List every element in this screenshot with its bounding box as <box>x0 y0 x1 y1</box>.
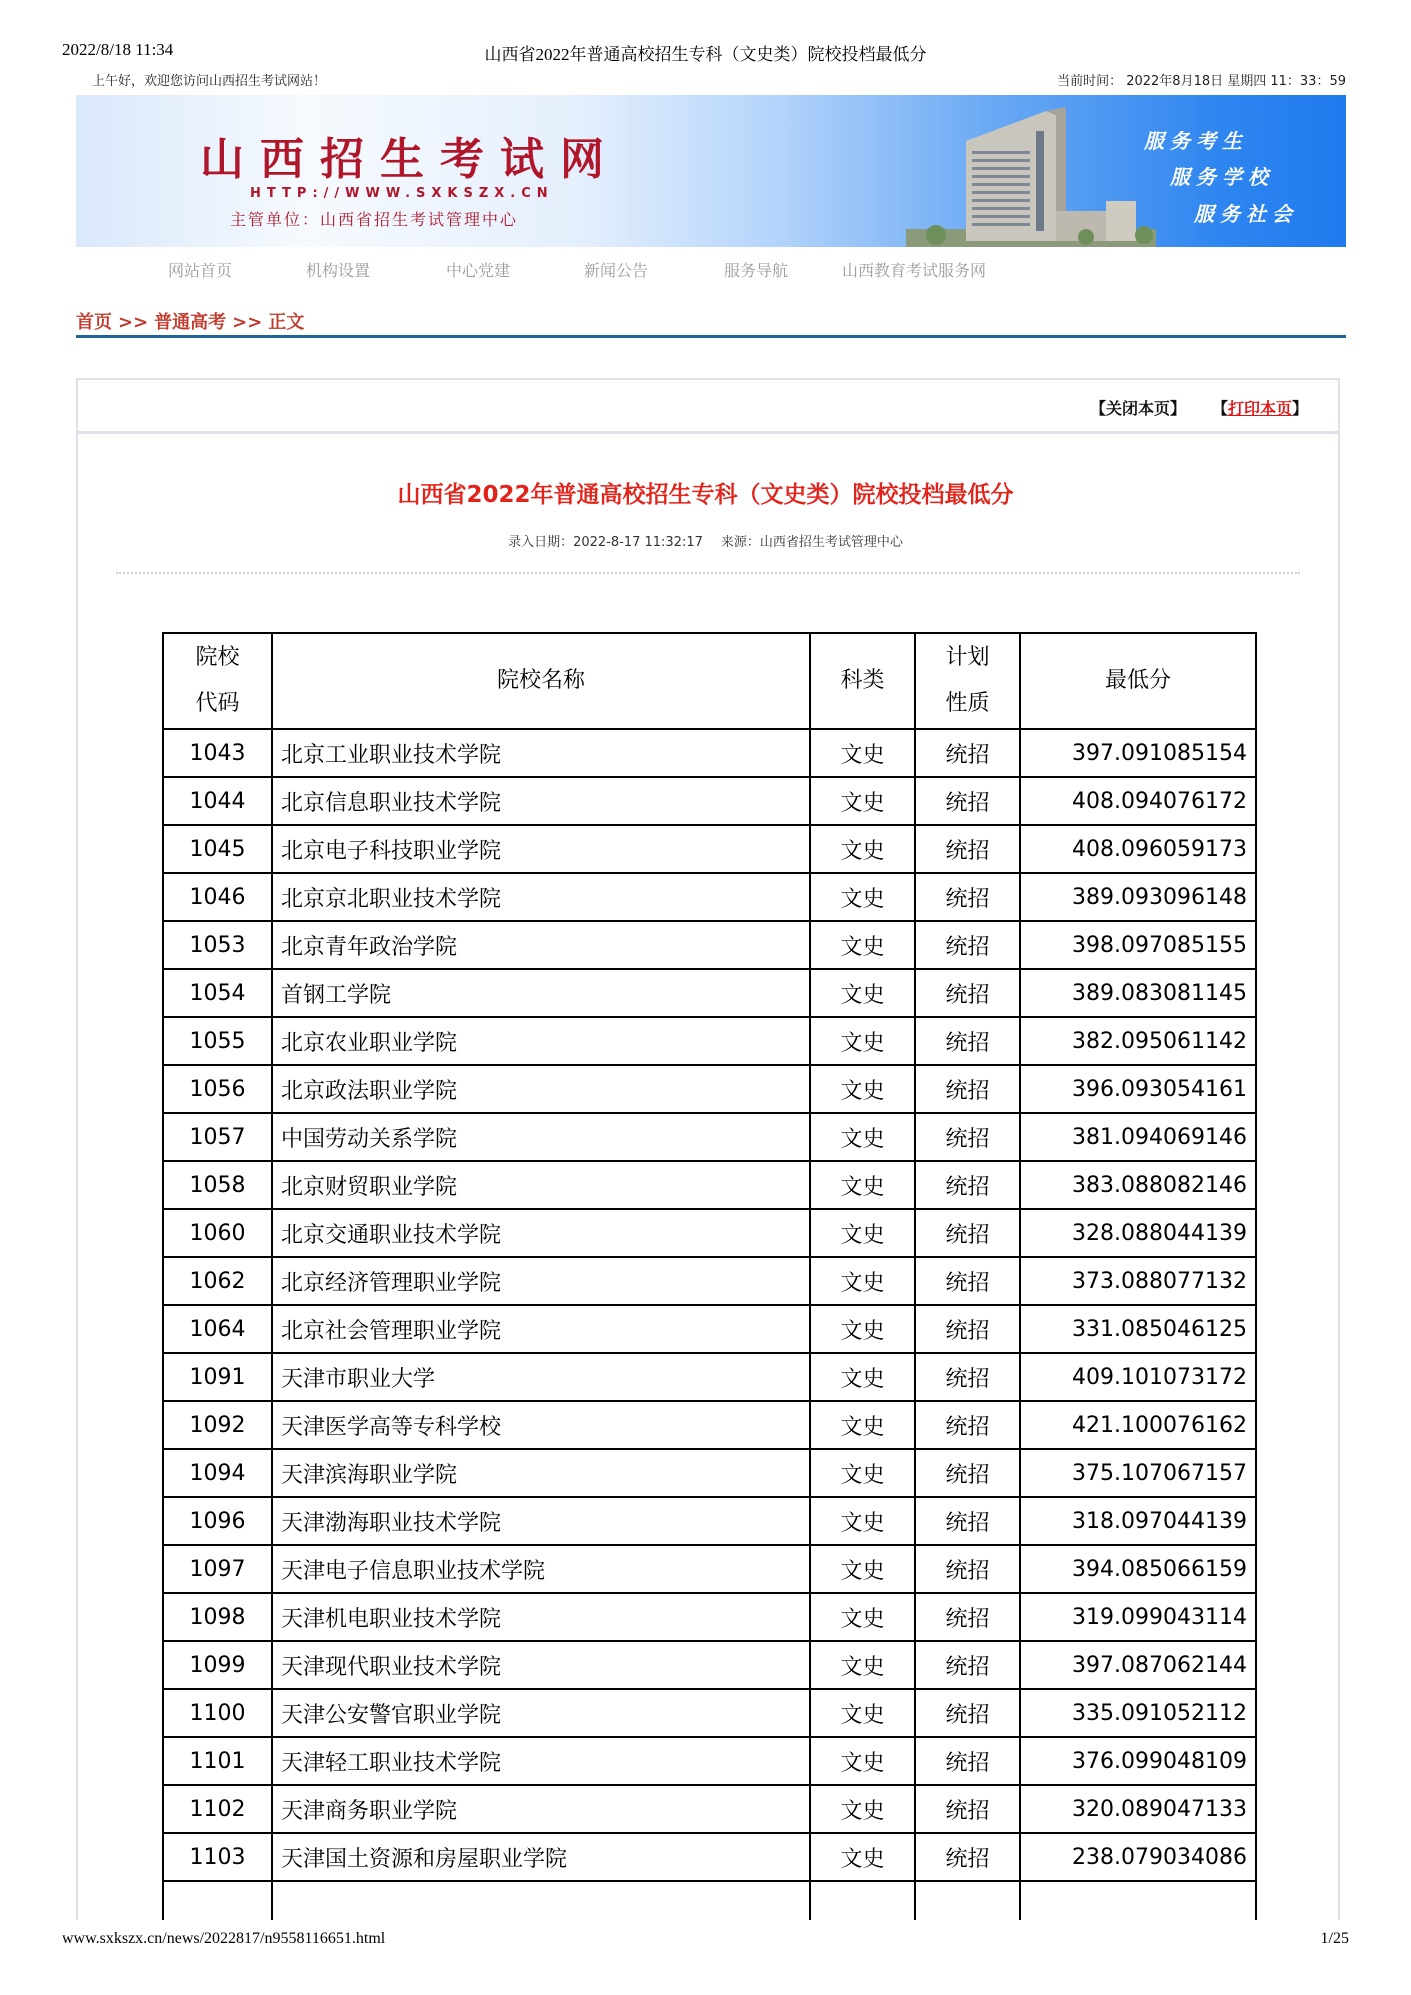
slogan-1: 服务考生 <box>1144 129 1248 153</box>
cell-code: 1064 <box>163 1305 272 1353</box>
page-number: 1/25 <box>1320 1930 1349 1947</box>
table-row <box>163 1305 1256 1353</box>
cell-min-score: 373.088077132 <box>1020 1257 1256 1305</box>
cell-min-score: 318.097044139 <box>1020 1497 1256 1545</box>
article-toolbar <box>78 380 1338 434</box>
cell-code: 1103 <box>163 1833 272 1881</box>
cell-category: 文史 <box>810 1545 915 1593</box>
cell-plan: 统招 <box>915 1449 1020 1497</box>
cell-min-score: 375.107067157 <box>1020 1449 1256 1497</box>
nav-item-service-guide[interactable]: 服务导航 <box>724 261 789 280</box>
nav-item-home[interactable]: 网站首页 <box>168 261 233 280</box>
article-meta <box>0 531 1411 550</box>
cell-code: 1045 <box>163 825 272 873</box>
cell-plan: 统招 <box>915 825 1020 873</box>
header-code: 院校 代码 <box>163 633 272 729</box>
cell-code: 1097 <box>163 1545 272 1593</box>
cell-min-score: 328.088044139 <box>1020 1209 1256 1257</box>
cell-name: 天津轻工职业技术学院 <box>272 1737 810 1785</box>
cell-name: 北京电子科技职业学院 <box>272 825 810 873</box>
cell-name: 北京交通职业技术学院 <box>272 1209 810 1257</box>
cell-category: 文史 <box>810 1065 915 1113</box>
breadcrumb-gaokao[interactable]: 普通高考 <box>154 312 227 333</box>
cell-category: 文史 <box>810 1785 915 1833</box>
table-row <box>163 729 1256 777</box>
cell-plan: 统招 <box>915 1017 1020 1065</box>
cell-category: 文史 <box>810 969 915 1017</box>
cell-plan: 统招 <box>915 1641 1020 1689</box>
table-row <box>163 1113 1256 1161</box>
cell-code: 1055 <box>163 1017 272 1065</box>
table-row <box>163 1545 1256 1593</box>
cell-name: 天津商务职业学院 <box>272 1785 810 1833</box>
cell-name: 中国劳动关系学院 <box>272 1113 810 1161</box>
print-header <box>0 40 1411 64</box>
cell-min-score: 421.100076162 <box>1020 1401 1256 1449</box>
table-row <box>163 1497 1256 1545</box>
cell-plan: 统招 <box>915 921 1020 969</box>
current-time: 当前时间： 2022年8月18日 星期四 11：33：59 <box>1057 74 1346 89</box>
cell-min-score: 381.094069146 <box>1020 1113 1256 1161</box>
cell-plan: 统招 <box>915 1209 1020 1257</box>
cell-name: 北京政法职业学院 <box>272 1065 810 1113</box>
main-nav <box>76 258 1346 282</box>
table-row <box>163 1353 1256 1401</box>
print-page-button[interactable] <box>1212 396 1308 419</box>
cell-code: 1096 <box>163 1497 272 1545</box>
cell-name: 天津公安警官职业学院 <box>272 1689 810 1737</box>
annex-block <box>1106 201 1136 241</box>
page-url: www.sxkszx.cn/news/2022817/n9558116651.html <box>62 1930 386 1947</box>
cell-min-score: 389.083081145 <box>1020 969 1256 1017</box>
cell-plan: 统招 <box>915 729 1020 777</box>
cell-plan: 统招 <box>915 1545 1020 1593</box>
entry-date: 录入日期：2022-8-17 11:32:17 <box>508 535 703 550</box>
cell-min-score: 389.093096148 <box>1020 873 1256 921</box>
cell-plan: 统招 <box>915 1113 1020 1161</box>
cell-category: 文史 <box>810 1593 915 1641</box>
cell-category: 文史 <box>810 1401 915 1449</box>
cell-name: 北京青年政治学院 <box>272 921 810 969</box>
cell-code: 1054 <box>163 969 272 1017</box>
greeting-text: 上午好，欢迎您访问山西招生考试网站！ <box>92 74 327 89</box>
table-row <box>163 969 1256 1017</box>
site-url: HTTP://WWW.SXKSZX.CN <box>250 186 554 201</box>
cell-plan: 统招 <box>915 1497 1020 1545</box>
supervising-org: 主管单位：山西省招生考试管理中心 <box>230 210 519 229</box>
cell-min-score: 394.085066159 <box>1020 1545 1256 1593</box>
article-title: 山西省2022年普通高校招生专科（文史类）院校投档最低分 <box>397 482 1014 508</box>
cell-category: 文史 <box>810 1833 915 1881</box>
cell-category: 文史 <box>810 777 915 825</box>
table-row <box>163 1449 1256 1497</box>
tower-glass <box>1036 131 1044 231</box>
table-row <box>163 1209 1256 1257</box>
cell-category: 文史 <box>810 873 915 921</box>
cell-code: 1091 <box>163 1353 272 1401</box>
cell-category: 文史 <box>810 1497 915 1545</box>
cell-min-score: 335.091052112 <box>1020 1689 1256 1737</box>
breadcrumb-separator: >> <box>118 312 149 333</box>
nav-item-exam-service-net[interactable]: 山西教育考试服务网 <box>842 261 987 280</box>
cell-code: 1099 <box>163 1641 272 1689</box>
cell-min-score: 331.085046125 <box>1020 1305 1256 1353</box>
table-row <box>163 1689 1256 1737</box>
cell-name: 天津电子信息职业技术学院 <box>272 1545 810 1593</box>
cell-min-score: 382.095061142 <box>1020 1017 1256 1065</box>
cell-plan: 统招 <box>915 1065 1020 1113</box>
cell-plan: 统招 <box>915 1593 1020 1641</box>
cell-category: 文史 <box>810 729 915 777</box>
cell-min-score: 396.093054161 <box>1020 1065 1256 1113</box>
score-table <box>162 632 1257 1941</box>
cell-code: 1101 <box>163 1737 272 1785</box>
cell-code: 1092 <box>163 1401 272 1449</box>
table-body <box>163 729 1256 1941</box>
cell-code: 1057 <box>163 1113 272 1161</box>
cell-category: 文史 <box>810 1689 915 1737</box>
cell-category: 文史 <box>810 1017 915 1065</box>
cell-name: 天津市职业大学 <box>272 1353 810 1401</box>
cell-min-score: 383.088082146 <box>1020 1161 1256 1209</box>
cell-name: 北京农业职业学院 <box>272 1017 810 1065</box>
building-image <box>906 101 1156 247</box>
cell-min-score: 397.091085154 <box>1020 729 1256 777</box>
cell-code: 1043 <box>163 729 272 777</box>
cell-name: 天津机电职业技术学院 <box>272 1593 810 1641</box>
cell-min-score: 319.099043114 <box>1020 1593 1256 1641</box>
cell-name: 北京信息职业技术学院 <box>272 777 810 825</box>
cell-name: 天津滨海职业学院 <box>272 1449 810 1497</box>
table-row <box>163 1593 1256 1641</box>
cell-name: 北京工业职业技术学院 <box>272 729 810 777</box>
cell-plan: 统招 <box>915 1401 1020 1449</box>
cell-code: 1056 <box>163 1065 272 1113</box>
breadcrumb-current: 正文 <box>268 312 305 333</box>
cell-name: 天津医学高等专科学校 <box>272 1401 810 1449</box>
cell-plan: 统招 <box>915 1737 1020 1785</box>
table-row <box>163 1017 1256 1065</box>
dotted-divider <box>116 572 1300 574</box>
cell-code: 1046 <box>163 873 272 921</box>
cell-min-score: 398.097085155 <box>1020 921 1256 969</box>
breadcrumb-home[interactable]: 首页 <box>76 312 112 333</box>
cell-category: 文史 <box>810 825 915 873</box>
table-row <box>163 1785 1256 1833</box>
cell-category: 文史 <box>810 1257 915 1305</box>
breadcrumb <box>76 308 1346 338</box>
table-row <box>163 825 1256 873</box>
close-page-button[interactable]: 【关闭本页】 <box>1089 399 1186 418</box>
cell-plan: 统招 <box>915 1833 1020 1881</box>
nav-item-news[interactable]: 新闻公告 <box>584 261 649 280</box>
cell-code: 1060 <box>163 1209 272 1257</box>
cell-code: 1102 <box>163 1785 272 1833</box>
cell-code: 1044 <box>163 777 272 825</box>
cell-category: 文史 <box>810 921 915 969</box>
cell-min-score: 408.094076172 <box>1020 777 1256 825</box>
cell-category: 文史 <box>810 1113 915 1161</box>
table-row <box>163 1065 1256 1113</box>
header-plan: 计划 性质 <box>915 633 1020 729</box>
site-logo-title: 山西招生考试网 <box>200 134 620 185</box>
cell-category: 文史 <box>810 1161 915 1209</box>
table-row <box>163 1401 1256 1449</box>
cell-category: 文史 <box>810 1641 915 1689</box>
cell-code: 1058 <box>163 1161 272 1209</box>
bracket-close: 】 <box>1291 399 1308 418</box>
cell-name: 首钢工学院 <box>272 969 810 1017</box>
cell-plan: 统招 <box>915 873 1020 921</box>
nav-item-organization[interactable]: 机构设置 <box>306 261 371 280</box>
table-row <box>163 1833 1256 1881</box>
cell-category: 文史 <box>810 1353 915 1401</box>
cell-plan: 统招 <box>915 1161 1020 1209</box>
tree <box>926 225 946 245</box>
print-datetime: 2022/8/18 11:34 <box>62 40 174 59</box>
cell-min-score: 409.101073172 <box>1020 1353 1256 1401</box>
cell-category: 文史 <box>810 1737 915 1785</box>
article-source: 来源：山西省招生考试管理中心 <box>720 535 903 550</box>
cell-name: 北京财贸职业学院 <box>272 1161 810 1209</box>
tree <box>1078 229 1094 245</box>
cell-plan: 统招 <box>915 1689 1020 1737</box>
cell-plan: 统招 <box>915 1785 1020 1833</box>
cell-name: 天津现代职业技术学院 <box>272 1641 810 1689</box>
cell-code: 1100 <box>163 1689 272 1737</box>
table-row <box>163 873 1256 921</box>
tree <box>1135 226 1153 244</box>
table-row <box>163 921 1256 969</box>
header-category: 科类 <box>810 633 915 729</box>
cell-code: 1053 <box>163 921 272 969</box>
cell-min-score: 320.089047133 <box>1020 1785 1256 1833</box>
table-row <box>163 1161 1256 1209</box>
cell-code: 1062 <box>163 1257 272 1305</box>
cell-min-score: 238.079034086 <box>1020 1833 1256 1881</box>
table-header-row <box>163 633 1256 729</box>
cell-name: 天津渤海职业技术学院 <box>272 1497 810 1545</box>
slogan-3: 服务社会 <box>1194 202 1298 226</box>
cell-min-score: 376.099048109 <box>1020 1737 1256 1785</box>
cell-min-score: 408.096059173 <box>1020 825 1256 873</box>
print-footer <box>0 1930 1411 1952</box>
cell-plan: 统招 <box>915 1257 1020 1305</box>
top-bar <box>76 70 1346 90</box>
cell-category: 文史 <box>810 1209 915 1257</box>
table-row <box>163 1257 1256 1305</box>
cell-plan: 统招 <box>915 1305 1020 1353</box>
print-doc-title: 山西省2022年普通高校招生专科（文史类）院校投档最低分 <box>484 45 927 64</box>
cell-min-score: 397.087062144 <box>1020 1641 1256 1689</box>
cell-plan: 统招 <box>915 777 1020 825</box>
cell-name: 天津国土资源和房屋职业学院 <box>272 1833 810 1881</box>
cell-name: 北京经济管理职业学院 <box>272 1257 810 1305</box>
header-name: 院校名称 <box>272 633 810 729</box>
nav-item-party-building[interactable]: 中心党建 <box>446 261 511 280</box>
breadcrumb-separator: >> <box>232 312 263 333</box>
table-row <box>163 1641 1256 1689</box>
print-page-link[interactable]: 打印本页 <box>1227 399 1292 418</box>
cell-category: 文史 <box>810 1305 915 1353</box>
site-banner <box>76 95 1346 247</box>
bracket-open: 【 <box>1211 399 1228 418</box>
header-min-score: 最低分 <box>1020 633 1256 729</box>
table-row <box>163 777 1256 825</box>
slogan-2: 服务学校 <box>1170 165 1274 189</box>
cell-name: 北京京北职业技术学院 <box>272 873 810 921</box>
cell-name: 北京社会管理职业学院 <box>272 1305 810 1353</box>
cell-plan: 统招 <box>915 1353 1020 1401</box>
cell-plan: 统招 <box>915 969 1020 1017</box>
cell-code: 1098 <box>163 1593 272 1641</box>
cell-code: 1094 <box>163 1449 272 1497</box>
cell-category: 文史 <box>810 1449 915 1497</box>
table-row <box>163 1737 1256 1785</box>
